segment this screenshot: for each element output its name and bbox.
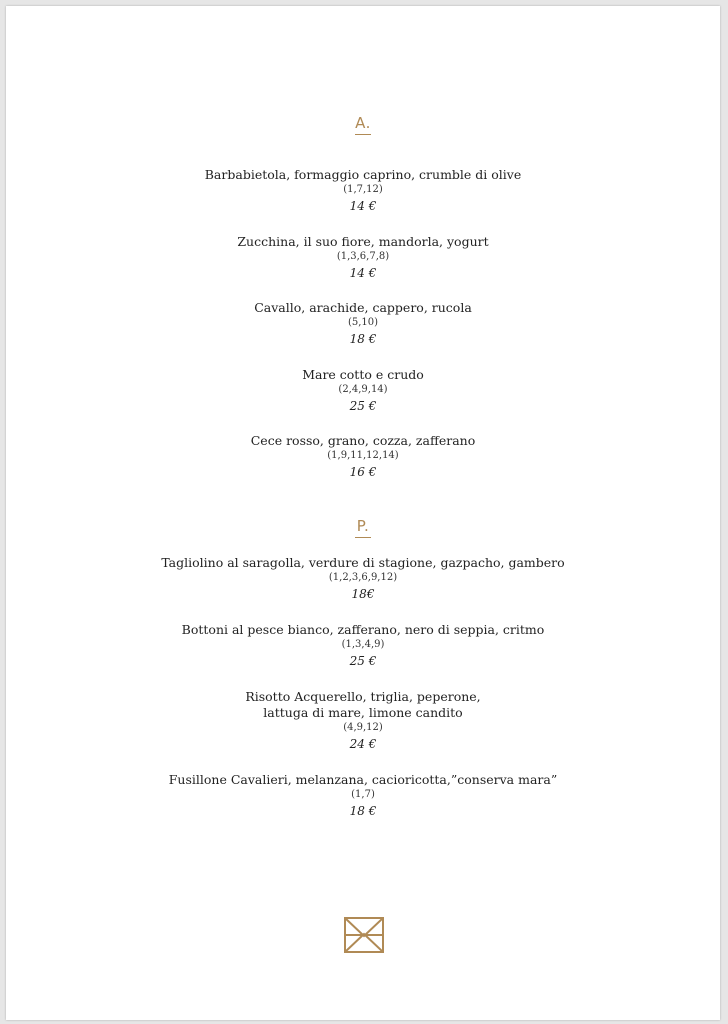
dish-price: 18 € [349,804,377,818]
menu-item [6,300,720,348]
dish-price: 14 € [349,266,377,280]
dish-allergens: (1,7) [351,789,375,800]
menu-item [6,555,720,603]
menu-item [6,167,720,215]
menu-item [6,234,720,282]
dish-name: Cavallo, arachide, cappero, rucola [254,300,472,315]
dish-price: 24 € [349,737,377,751]
menu-item [6,367,720,415]
dish-name: Tagliolino al saragolla, verdure di stagione, gazpacho, gambero [161,555,565,570]
dish-name-line-2: lattuga di mare, limone candito [263,705,463,720]
dish-allergens: (1,3,4,9) [341,639,385,650]
section-p-rule [355,537,371,538]
section-a-rule [355,134,371,135]
menu-page [6,6,720,1020]
dish-price: 14 € [349,199,377,213]
dish-allergens: (5,10) [347,317,379,328]
section-a-heading [6,114,720,135]
section-p-letter: P. [356,517,370,535]
dish-name: Zucchina, il suo fiore, mandorla, yogurt [237,234,489,249]
dish-price: 25 € [349,399,377,413]
dish-price: 18€ [351,587,375,601]
dish-allergens: (1,7,12) [343,184,383,195]
dish-name: Barbabietola, formaggio caprino, crumble di olive [204,167,522,182]
dish-name: Mare cotto e crudo [302,367,424,382]
menu-item [6,772,720,820]
dish-price: 25 € [349,654,377,668]
dish-allergens: (1,2,3,6,9,12) [328,572,398,583]
dish-allergens: (2,4,9,14) [338,384,388,395]
dish-allergens: (1,3,6,7,8) [336,251,390,262]
section-a-letter: A. [355,114,371,132]
dish-allergens: (1,9,11,12,14) [327,450,399,461]
dish-name: Cece rosso, grano, cozza, zafferano [250,433,476,448]
envelope-monogram-icon [343,916,385,954]
dish-name: Fusillone Cavalieri, melanzana, cacioricotta,”conserva mara” [168,772,558,787]
dish-allergens: (4,9,12) [343,722,383,733]
dish-price: 16 € [349,465,377,479]
dish-price: 18 € [349,332,377,346]
menu-item [6,689,720,753]
dish-name: Risotto Acquerello, triglia, peperone, [245,689,481,704]
menu-item [6,433,720,481]
dish-name: Bottoni al pesce bianco, zafferano, nero di seppia, critmo [181,622,545,637]
menu-item [6,622,720,670]
section-p-heading [6,517,720,538]
